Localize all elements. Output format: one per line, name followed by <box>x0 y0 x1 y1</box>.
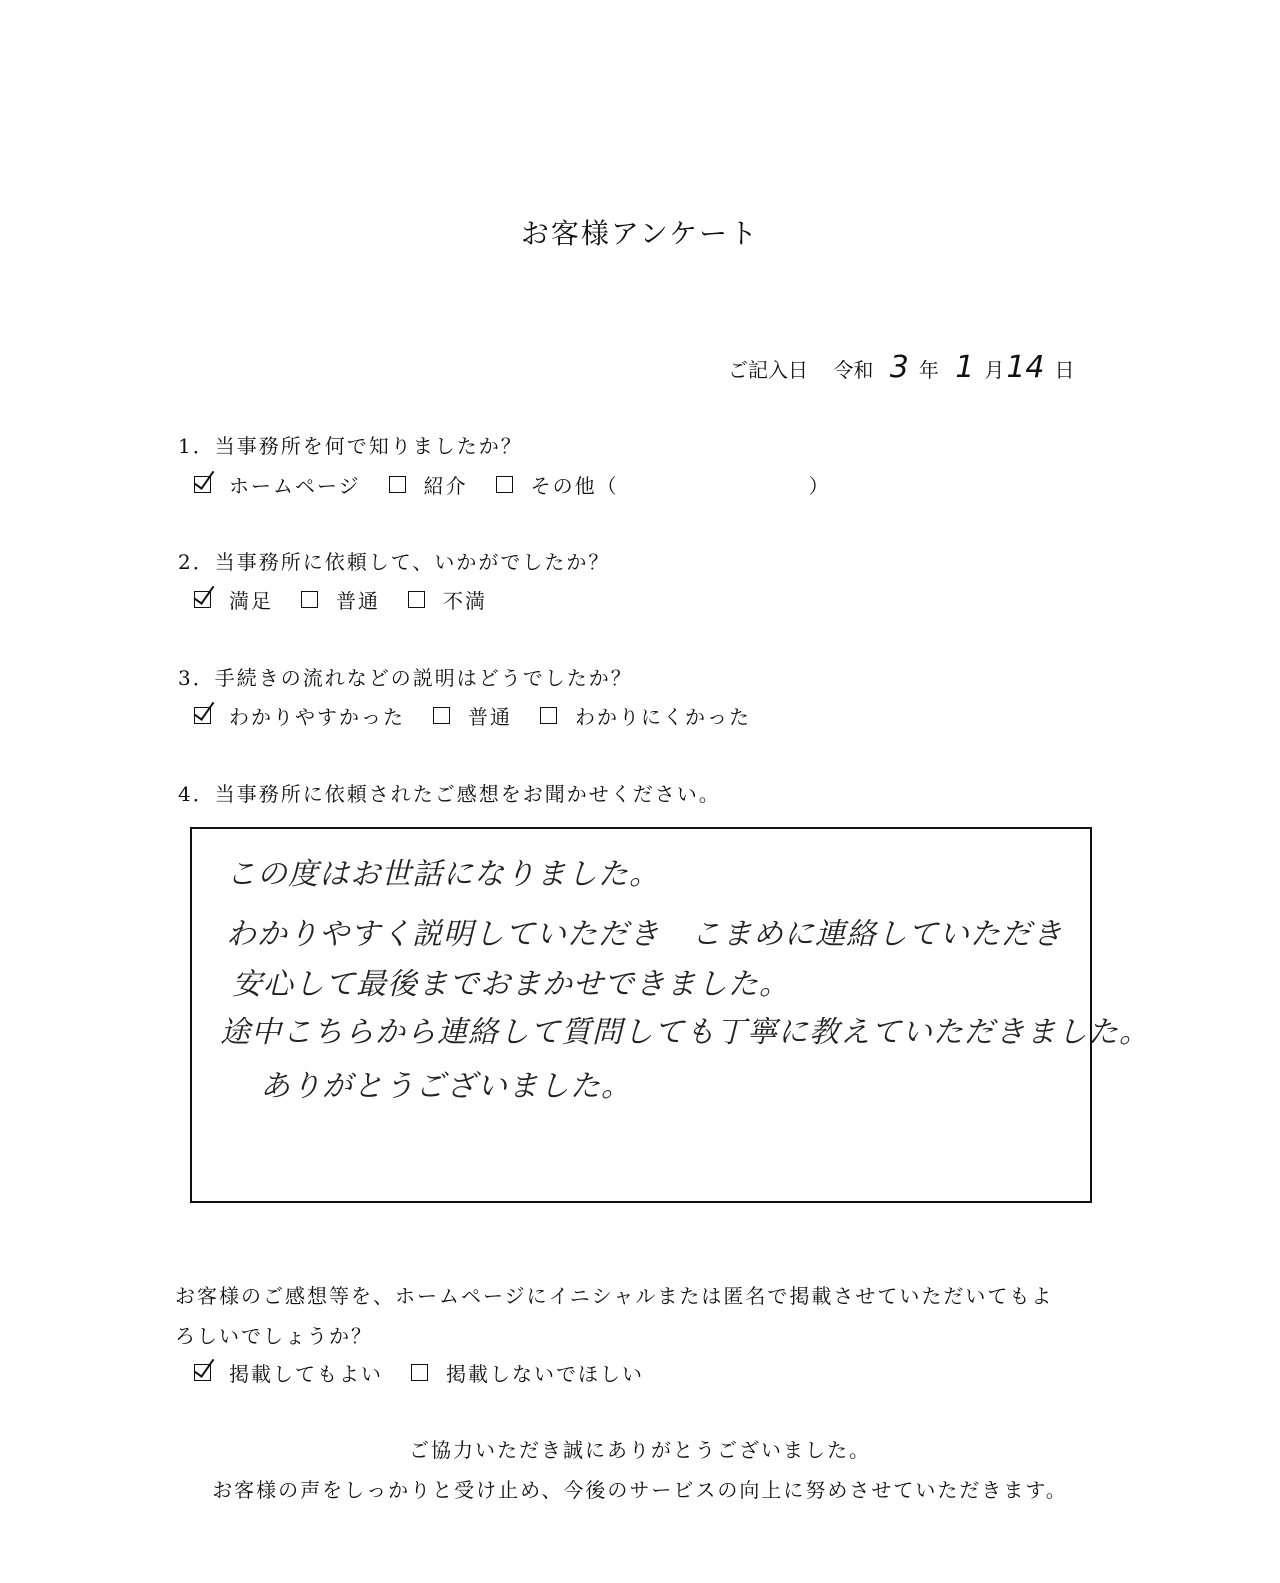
comment-line: 途中こちらから連絡して質問しても丁寧に教えていただきました。 <box>220 1015 1150 1050</box>
q3-checkbox-hard[interactable] <box>540 707 557 724</box>
q1-option-label: ホームページ <box>229 474 361 498</box>
q3-option-hard[interactable] <box>540 701 751 730</box>
q2-option-label: 満足 <box>229 589 273 613</box>
consent-question-line1: お客様のご感想等を、ホームページにイニシャルまたは匿名で掲載させていただいてもよ <box>175 1284 1054 1308</box>
q1-option-label: 紹介 <box>423 474 468 498</box>
date-day-unit: 日 <box>1054 358 1075 382</box>
q2-option-normal[interactable] <box>301 585 380 614</box>
q3-option-easy[interactable] <box>194 701 405 730</box>
question-2: 2．当事務所に依頼して、いかがでしたか？ <box>178 550 611 574</box>
thanks-line1: ご協力いただき誠にありがとうございました。 <box>409 1438 871 1462</box>
q2-option-label: 普通 <box>336 589 380 613</box>
q1-option-label: その他（ <box>530 474 619 498</box>
date-month-unit: 月 <box>984 358 1005 382</box>
question-1: 1．当事務所を何で知りましたか？ <box>178 434 523 458</box>
q2-option-label: 不満 <box>443 589 487 613</box>
comment-line: わかりやすく説明していただき こまめに連絡していただき <box>226 917 1063 952</box>
question-3-options <box>194 701 779 730</box>
comment-box[interactable] <box>190 827 1150 1203</box>
date-month[interactable]: 1 <box>955 350 975 385</box>
page-title: お客様アンケート <box>520 217 760 250</box>
date-year-unit: 年 <box>918 358 939 382</box>
question-2-options <box>194 585 515 614</box>
q2-option-satisfied[interactable] <box>194 585 273 614</box>
consent-checkbox-ok[interactable] <box>194 1364 211 1381</box>
q3-checkbox-easy[interactable] <box>194 707 211 724</box>
q1-option-other[interactable] <box>496 470 831 499</box>
q3-option-label: わかりにくかった <box>575 705 751 729</box>
thanks-line2: お客様の声をしっかりと受け止め、今後のサービスの向上に努めさせていただきます。 <box>212 1478 1068 1502</box>
date-year[interactable]: 3 <box>889 350 909 385</box>
question-4: 4．当事務所に依頼されたご感想をお聞かせください。 <box>178 782 721 806</box>
q2-checkbox-dissatisfied[interactable] <box>408 591 425 608</box>
consent-options <box>194 1358 672 1387</box>
q1-option-homepage[interactable] <box>194 470 361 499</box>
q2-checkbox-satisfied[interactable] <box>194 591 211 608</box>
q1-other-close: ） <box>808 474 831 498</box>
consent-option-ok[interactable] <box>194 1358 383 1387</box>
consent-option-no[interactable] <box>411 1358 644 1387</box>
q1-checkbox-other[interactable] <box>496 476 513 493</box>
consent-option-label: 掲載してもよい <box>229 1362 383 1386</box>
consent-question-line2: ろしいでしょうか？ <box>175 1324 373 1348</box>
q2-checkbox-normal[interactable] <box>301 591 318 608</box>
q3-option-label: 普通 <box>468 705 512 729</box>
consent-checkbox-no[interactable] <box>411 1364 428 1381</box>
q3-option-normal[interactable] <box>433 701 512 730</box>
question-3: 3．手続きの流れなどの説明はどうでしたか？ <box>178 666 633 690</box>
comment-line: この度はお世話になりました。 <box>226 857 660 892</box>
question-1-options <box>194 470 859 499</box>
date-era: 令和 <box>833 358 874 382</box>
q1-checkbox-referral[interactable] <box>389 476 406 493</box>
comment-line: ありがとうございました。 <box>260 1069 632 1104</box>
date-day[interactable]: 14 <box>1006 350 1045 385</box>
q3-checkbox-normal[interactable] <box>433 707 450 724</box>
q3-option-label: わかりやすかった <box>229 705 405 729</box>
consent-option-label: 掲載しないでほしい <box>446 1362 644 1386</box>
q2-option-dissatisfied[interactable] <box>408 585 487 614</box>
q1-checkbox-homepage[interactable] <box>194 476 211 493</box>
comment-line: 安心して最後までおまかせできました。 <box>232 967 790 1002</box>
q1-option-referral[interactable] <box>389 470 468 499</box>
entry-date <box>728 350 1075 385</box>
date-label: ご記入日 <box>728 358 808 382</box>
